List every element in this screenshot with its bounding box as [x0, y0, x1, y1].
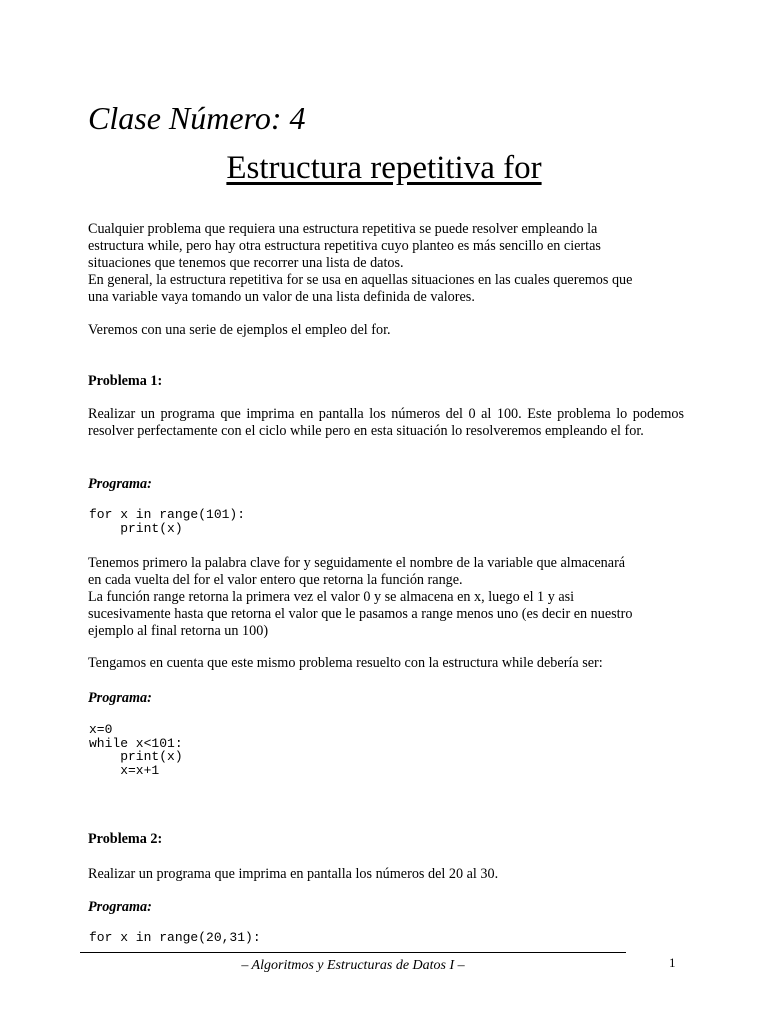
problem-1-heading: Problema 1:: [88, 373, 163, 389]
intro-paragraph: [88, 221, 684, 306]
intro-line: una variable vaya tomando un valor de una lista definida de valores.: [88, 289, 475, 305]
problem-2-heading: Problema 2:: [88, 831, 163, 847]
problem-1-statement: Realizar un programa que imprima en pantalla los números del 0 al 100. Este problema lo podemos resolver perfectamente con el ciclo while pero en esta situación lo resolveremos empleando el for.: [88, 406, 684, 439]
problem-2-code: for x in range(20,31):: [89, 930, 261, 945]
intro-line: Cualquier problema que requiera una estructura repetitiva se puede resolver empleando la: [88, 221, 598, 237]
problem-1-while-code: x=0 while x<101: print(x) x=x+1: [89, 722, 183, 778]
explanation-line: Tenemos primero la palabra clave for y seguidamente el nombre de la variable que almacenará: [88, 555, 626, 571]
examples-paragraph: Veremos con una serie de ejemplos el empleo del for.: [88, 322, 391, 338]
page-title: Estructura repetitiva for: [226, 150, 542, 186]
intro-line: situaciones que tenemos que recorrer una lista de datos.: [88, 255, 404, 271]
problem-1-program-label: Programa:: [88, 476, 152, 492]
while-comparison-text: Tengamos en cuenta que este mismo problema resuelto con la estructura while debería ser:: [88, 655, 603, 671]
problem-1-while-program-label: Programa:: [88, 690, 152, 706]
problem-2-program-label: Programa:: [88, 899, 152, 915]
intro-line: estructura while, pero hay otra estructura repetitiva cuyo planteo es más sencillo en ciertas: [88, 238, 601, 254]
problem-1-code: for x in range(101): print(x): [89, 507, 246, 536]
problem-2-statement: Realizar un programa que imprima en pantalla los números del 20 al 30.: [88, 866, 499, 882]
explanation-line: La función range retorna la primera vez el valor 0 y se almacena en x, luego el 1 y asi: [88, 589, 575, 605]
intro-line: En general, la estructura repetitiva for se usa en aquellas situaciones en las cuales queremos que: [88, 272, 633, 288]
footer-divider: [80, 952, 626, 953]
problem-1-explanation: [88, 555, 684, 640]
footer-course-name: – Algoritmos y Estructuras de Datos I –: [241, 958, 465, 973]
page-number: 1: [669, 955, 676, 970]
explanation-line: ejemplo al final retorna un 100): [88, 623, 269, 639]
explanation-line: en cada vuelta del for el valor entero que retorna la función range.: [88, 572, 463, 588]
explanation-line: sucesivamente hasta que retorna el valor que le pasamos a range menos uno (es decir en nuestro: [88, 606, 633, 622]
class-number-title: Clase Número: 4: [88, 100, 306, 136]
